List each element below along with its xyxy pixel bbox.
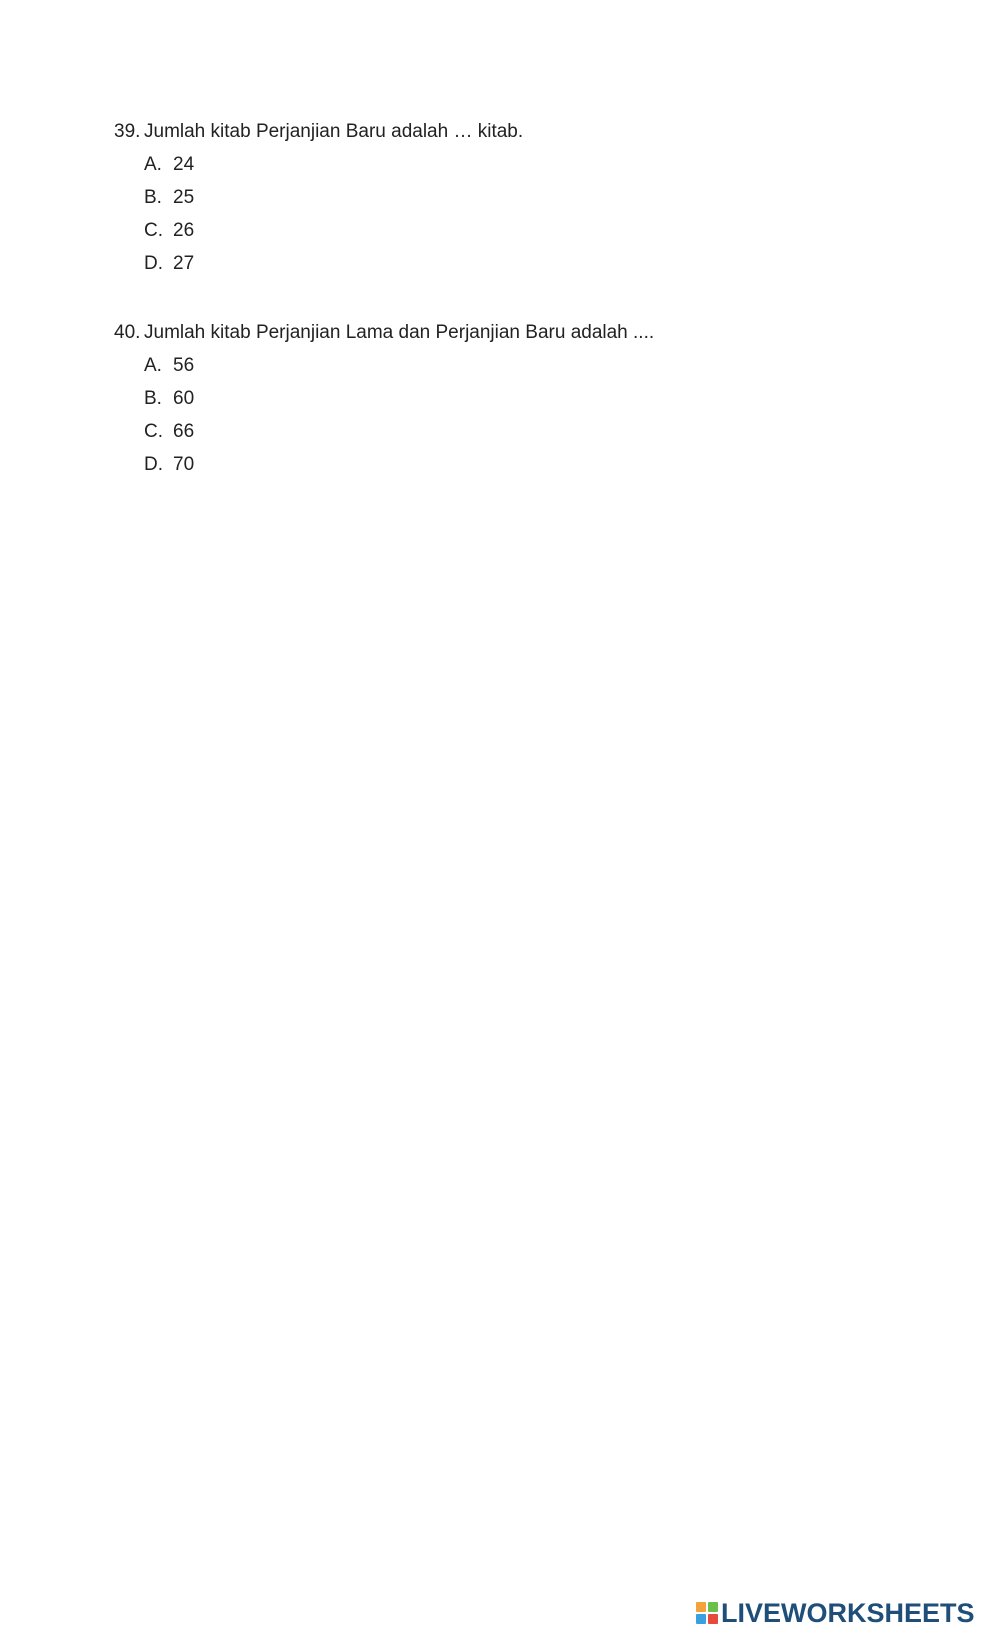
answer-options <box>114 354 934 477</box>
option-letter: B. <box>144 388 162 409</box>
logo-mark-icon <box>696 1602 718 1624</box>
option-value: 25 <box>173 187 195 208</box>
option-letter: A. <box>144 154 162 175</box>
option-letter: D. <box>144 454 163 475</box>
option-b[interactable] <box>144 186 934 210</box>
option-letter: B. <box>144 187 162 208</box>
option-value: 56 <box>173 355 195 376</box>
option-c[interactable] <box>144 420 934 444</box>
question-stem <box>114 120 934 144</box>
option-value: 60 <box>173 388 195 409</box>
option-value: 26 <box>173 220 195 241</box>
option-value: 66 <box>173 421 195 442</box>
option-letter: D. <box>144 253 163 274</box>
logo-square-red <box>708 1614 718 1624</box>
logo-square-green <box>708 1602 718 1612</box>
question-text: Jumlah kitab Perjanjian Baru adalah … kitab. <box>144 121 524 142</box>
option-letter: A. <box>144 355 162 376</box>
option-b[interactable] <box>144 387 934 411</box>
logo-square-orange <box>696 1602 706 1612</box>
logo-square-blue <box>696 1614 706 1624</box>
option-letter: C. <box>144 421 163 442</box>
option-value: 70 <box>173 454 195 475</box>
option-value: 24 <box>173 154 195 175</box>
question-40 <box>114 321 934 477</box>
option-value: 27 <box>173 253 195 274</box>
option-c[interactable] <box>144 219 934 243</box>
question-stem <box>114 321 934 345</box>
option-a[interactable] <box>144 354 934 378</box>
option-d[interactable] <box>144 252 934 276</box>
liveworksheets-logo <box>696 1598 975 1628</box>
answer-options <box>114 153 934 276</box>
question-number: 39. <box>114 121 141 142</box>
question-number: 40. <box>114 322 141 343</box>
option-d[interactable] <box>144 453 934 477</box>
question-39 <box>114 120 934 276</box>
option-a[interactable] <box>144 153 934 177</box>
option-letter: C. <box>144 220 163 241</box>
question-text: Jumlah kitab Perjanjian Lama dan Perjanjian Baru adalah .... <box>144 322 655 343</box>
logo-text: LIVEWORKSHEETS <box>721 1598 975 1628</box>
